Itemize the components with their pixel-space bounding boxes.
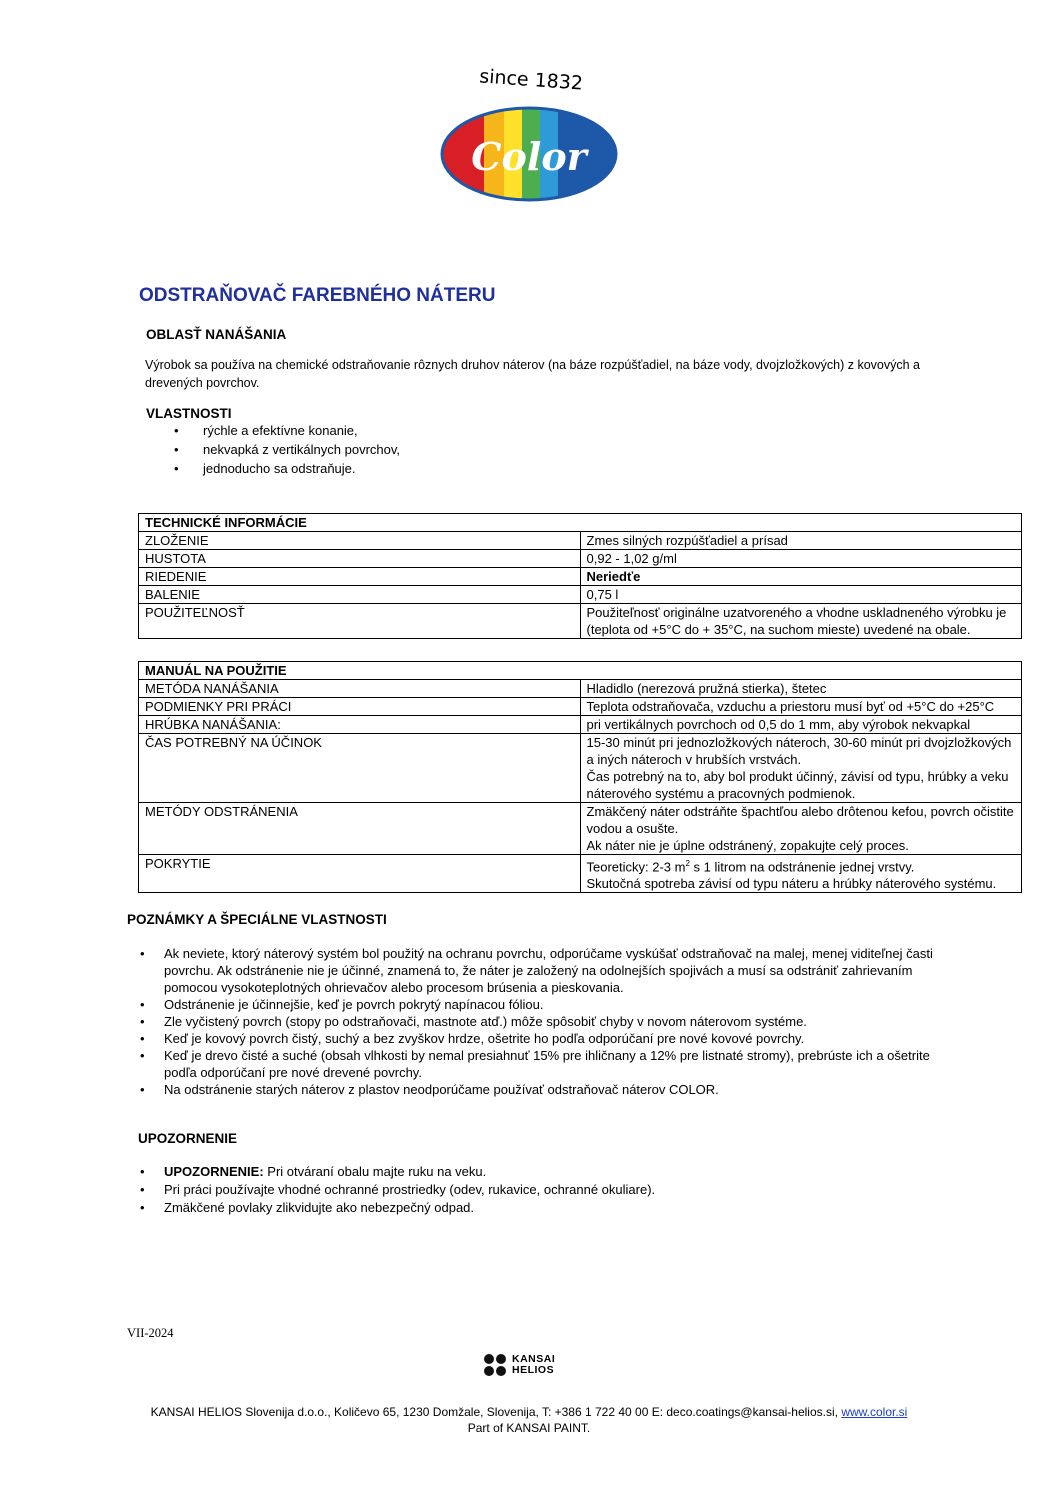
footer-line — [0, 1404, 1058, 1420]
kansai-word-1: KANSAI — [512, 1353, 556, 1365]
list-item: • Pri práci používajte vhodné ochranné prostriedky (odev, rukavice, ochranné okuliare). — [138, 1181, 938, 1199]
properties-list — [0, 421, 1058, 478]
logo-brand: Color — [471, 134, 587, 179]
table-row — [139, 855, 1022, 893]
coverage-text-rest: s 1 litrom na odstránenie jednej vrstvy. — [689, 859, 915, 875]
value-line: Zmäkčený náter odstráňte špachtľou alebo drôtenou kefou, povrch očistite vodou a osušte. — [586, 804, 1014, 836]
row-value: pri vertikálnych povrchoch od 0,5 do 1 mm, aby výrobok nekvapkal — [580, 716, 1022, 734]
warning-list — [138, 1163, 938, 1217]
value-line: Čas potrebný na to, aby bol produkt účinný, závisí od typu, hrúbky a veku náterového systému a pracovných podmienok. — [586, 769, 1009, 801]
list-item: • jednoducho sa odstraňuje. — [203, 459, 1058, 478]
list-item: • rýchle a efektívne konanie, — [203, 421, 1058, 440]
list-item: • Ak neviete, ktorý náterový systém bol použitý na ochranu povrchu, odporúčame vyskúšať odstraňovač na malej, menej viditeľnej časti povrchu. Ak odstránenie nie je účinné, znamená to, že náter je založený na odolnejších spojivách a musí sa odstrániť zahrievaním pomocou vysokoteplotných ohrievačov alebo procesom brúsenia a pieskovania. — [138, 945, 938, 996]
row-value: Použiteľnosť originálne uzatvoreného a vhodne uskladneného výrobku je (teplota od +5°C do + 35°C, na suchom mieste) uvedené na obale. — [580, 604, 1022, 639]
table-row — [139, 532, 1022, 550]
row-label: ČAS POTREBNÝ NA ÚČINOK — [139, 734, 581, 803]
row-label: POUŽITEĽNOSŤ — [139, 604, 581, 639]
row-label: METÓDA NANÁŠANIA — [139, 680, 581, 698]
row-label: METÓDY ODSTRÁNENIA — [139, 803, 581, 855]
color-logo — [438, 62, 620, 202]
row-label: PODMIENKY PRI PRÁCI — [139, 698, 581, 716]
table-row — [139, 604, 1022, 639]
document-date: VII-2024 — [127, 1326, 174, 1340]
row-label: HRÚBKA NANÁŠANIA: — [139, 716, 581, 734]
list-item: • nekvapká z vertikálnych povrchov, — [203, 440, 1058, 459]
manual-table — [138, 661, 1022, 893]
list-item — [138, 1163, 938, 1181]
row-value: 0,75 l — [580, 586, 1022, 604]
kansai-dots-icon — [484, 1354, 506, 1376]
table-row — [139, 568, 1022, 586]
coverage-sup: 2 — [685, 859, 690, 868]
warning-heading: UPOZORNENIE — [138, 1131, 238, 1146]
application-text: Výrobok sa používa na chemické odstraňovanie rôznych druhov náterov (na báze rozpúšťadiel, na báze vody, dvojzložkových) z kovových a drevených povrchov. — [145, 358, 921, 390]
list-item: • Keď je drevo čisté a suché (obsah vlhkosti by nemal presiahnuť 15% pre ihličnany a 12% pre listnaté stromy), prebrúste ich a ošetrite podľa odporúčaní pre nové drevené povrchy. — [138, 1047, 938, 1081]
application-heading: OBLASŤ NANÁŠANIA — [146, 327, 287, 342]
row-value — [580, 855, 1022, 893]
value-line: 15-30 minút pri jednozložkových náteroch, 30-60 minút pri dvojzložkových a iných náteroch v hrubších vrstvách. — [586, 735, 1012, 767]
logo-tagline: since 1832 — [478, 65, 584, 95]
notes-list — [138, 945, 938, 1098]
row-label: HUSTOTA — [139, 550, 581, 568]
list-item: • Odstránenie je účinnejšie, keď je povrch pokrytý napínacou fóliou. — [138, 996, 938, 1013]
row-value: 0,92 - 1,02 g/ml — [580, 550, 1022, 568]
list-item: • Na odstránenie starých náterov z plastov neodporúčame používať odstraňovač náterov COLOR. — [138, 1081, 938, 1098]
row-value: Teplota odstraňovača, vzduchu a priestoru musí byť od +5°C do +25°C — [580, 698, 1022, 716]
row-value: Hladidlo (nerezová pružná stierka), štetec — [580, 680, 1022, 698]
row-value — [580, 803, 1022, 855]
footer — [0, 1404, 1058, 1436]
row-label: BALENIE — [139, 586, 581, 604]
list-item: • Zle vyčistený povrch (stopy po odstraňovači, mastnote atď.) môže spôsobiť chyby v novom náterovom systéme. — [138, 1013, 938, 1030]
kansai-helios-logo — [484, 1354, 555, 1376]
value-line — [587, 855, 1016, 875]
row-value: Neriedťe — [580, 568, 1022, 586]
kansai-wordmark — [512, 1354, 555, 1376]
technical-table — [138, 513, 1022, 639]
technical-heading: TECHNICKÉ INFORMÁCIE — [139, 514, 1022, 532]
notes-heading: POZNÁMKY A ŠPECIÁLNE VLASTNOSTI — [127, 912, 387, 927]
warning-label: UPOZORNENIE: — [164, 1164, 264, 1179]
value-line: Ak náter nie je úplne odstránený, zopakujte celý proces. — [586, 838, 909, 853]
footer-address: KANSAI HELIOS Slovenija d.o.o., Količevo 65, 1230 Domžale, Slovenija, T: +386 1 722 40 00 E: deco.coatings@kansai-helios.si, — [150, 1405, 838, 1419]
table-row — [139, 662, 1022, 680]
table-row — [139, 698, 1022, 716]
row-label: POKRYTIE — [139, 855, 581, 893]
value-line: Skutočná spotreba závisí od typu náteru a hrúbky náterového systému. — [586, 876, 997, 892]
table-row — [139, 586, 1022, 604]
application-section — [146, 327, 286, 342]
table-row — [139, 514, 1022, 532]
warning-text: Pri otváraní obalu majte ruku na veku. — [263, 1164, 487, 1179]
list-item: • Zmäkčené povlaky zlikvidujte ako nebezpečný odpad. — [138, 1199, 938, 1217]
list-item: • Keď je kovový povrch čistý, suchý a bez zvyškov hrdze, ošetrite ho podľa odporúčaní pre nové kovové povrchy. — [138, 1030, 938, 1047]
table-row — [139, 716, 1022, 734]
row-label: RIEDENIE — [139, 568, 581, 586]
table-row — [139, 803, 1022, 855]
row-value: Zmes silných rozpúšťadiel a prísad — [580, 532, 1022, 550]
row-value — [580, 734, 1022, 803]
properties-section — [0, 406, 1058, 478]
table-row — [139, 734, 1022, 803]
table-row — [139, 550, 1022, 568]
properties-heading: VLASTNOSTI — [146, 406, 232, 421]
manual-heading: MANUÁL NA POUŽITIE — [139, 662, 1022, 680]
table-row — [139, 680, 1022, 698]
kansai-word-2: HELIOS — [512, 1364, 555, 1376]
website-link[interactable]: www.color.si — [841, 1405, 908, 1419]
row-label: ZLOŽENIE — [139, 532, 581, 550]
footer-parent-company: Part of KANSAI PAINT. — [467, 1421, 591, 1435]
page-title: ODSTRAŇOVAČ FAREBNÉHO NÁTERU — [139, 285, 496, 306]
coverage-text: Teoreticky: 2-3 m — [586, 859, 686, 875]
